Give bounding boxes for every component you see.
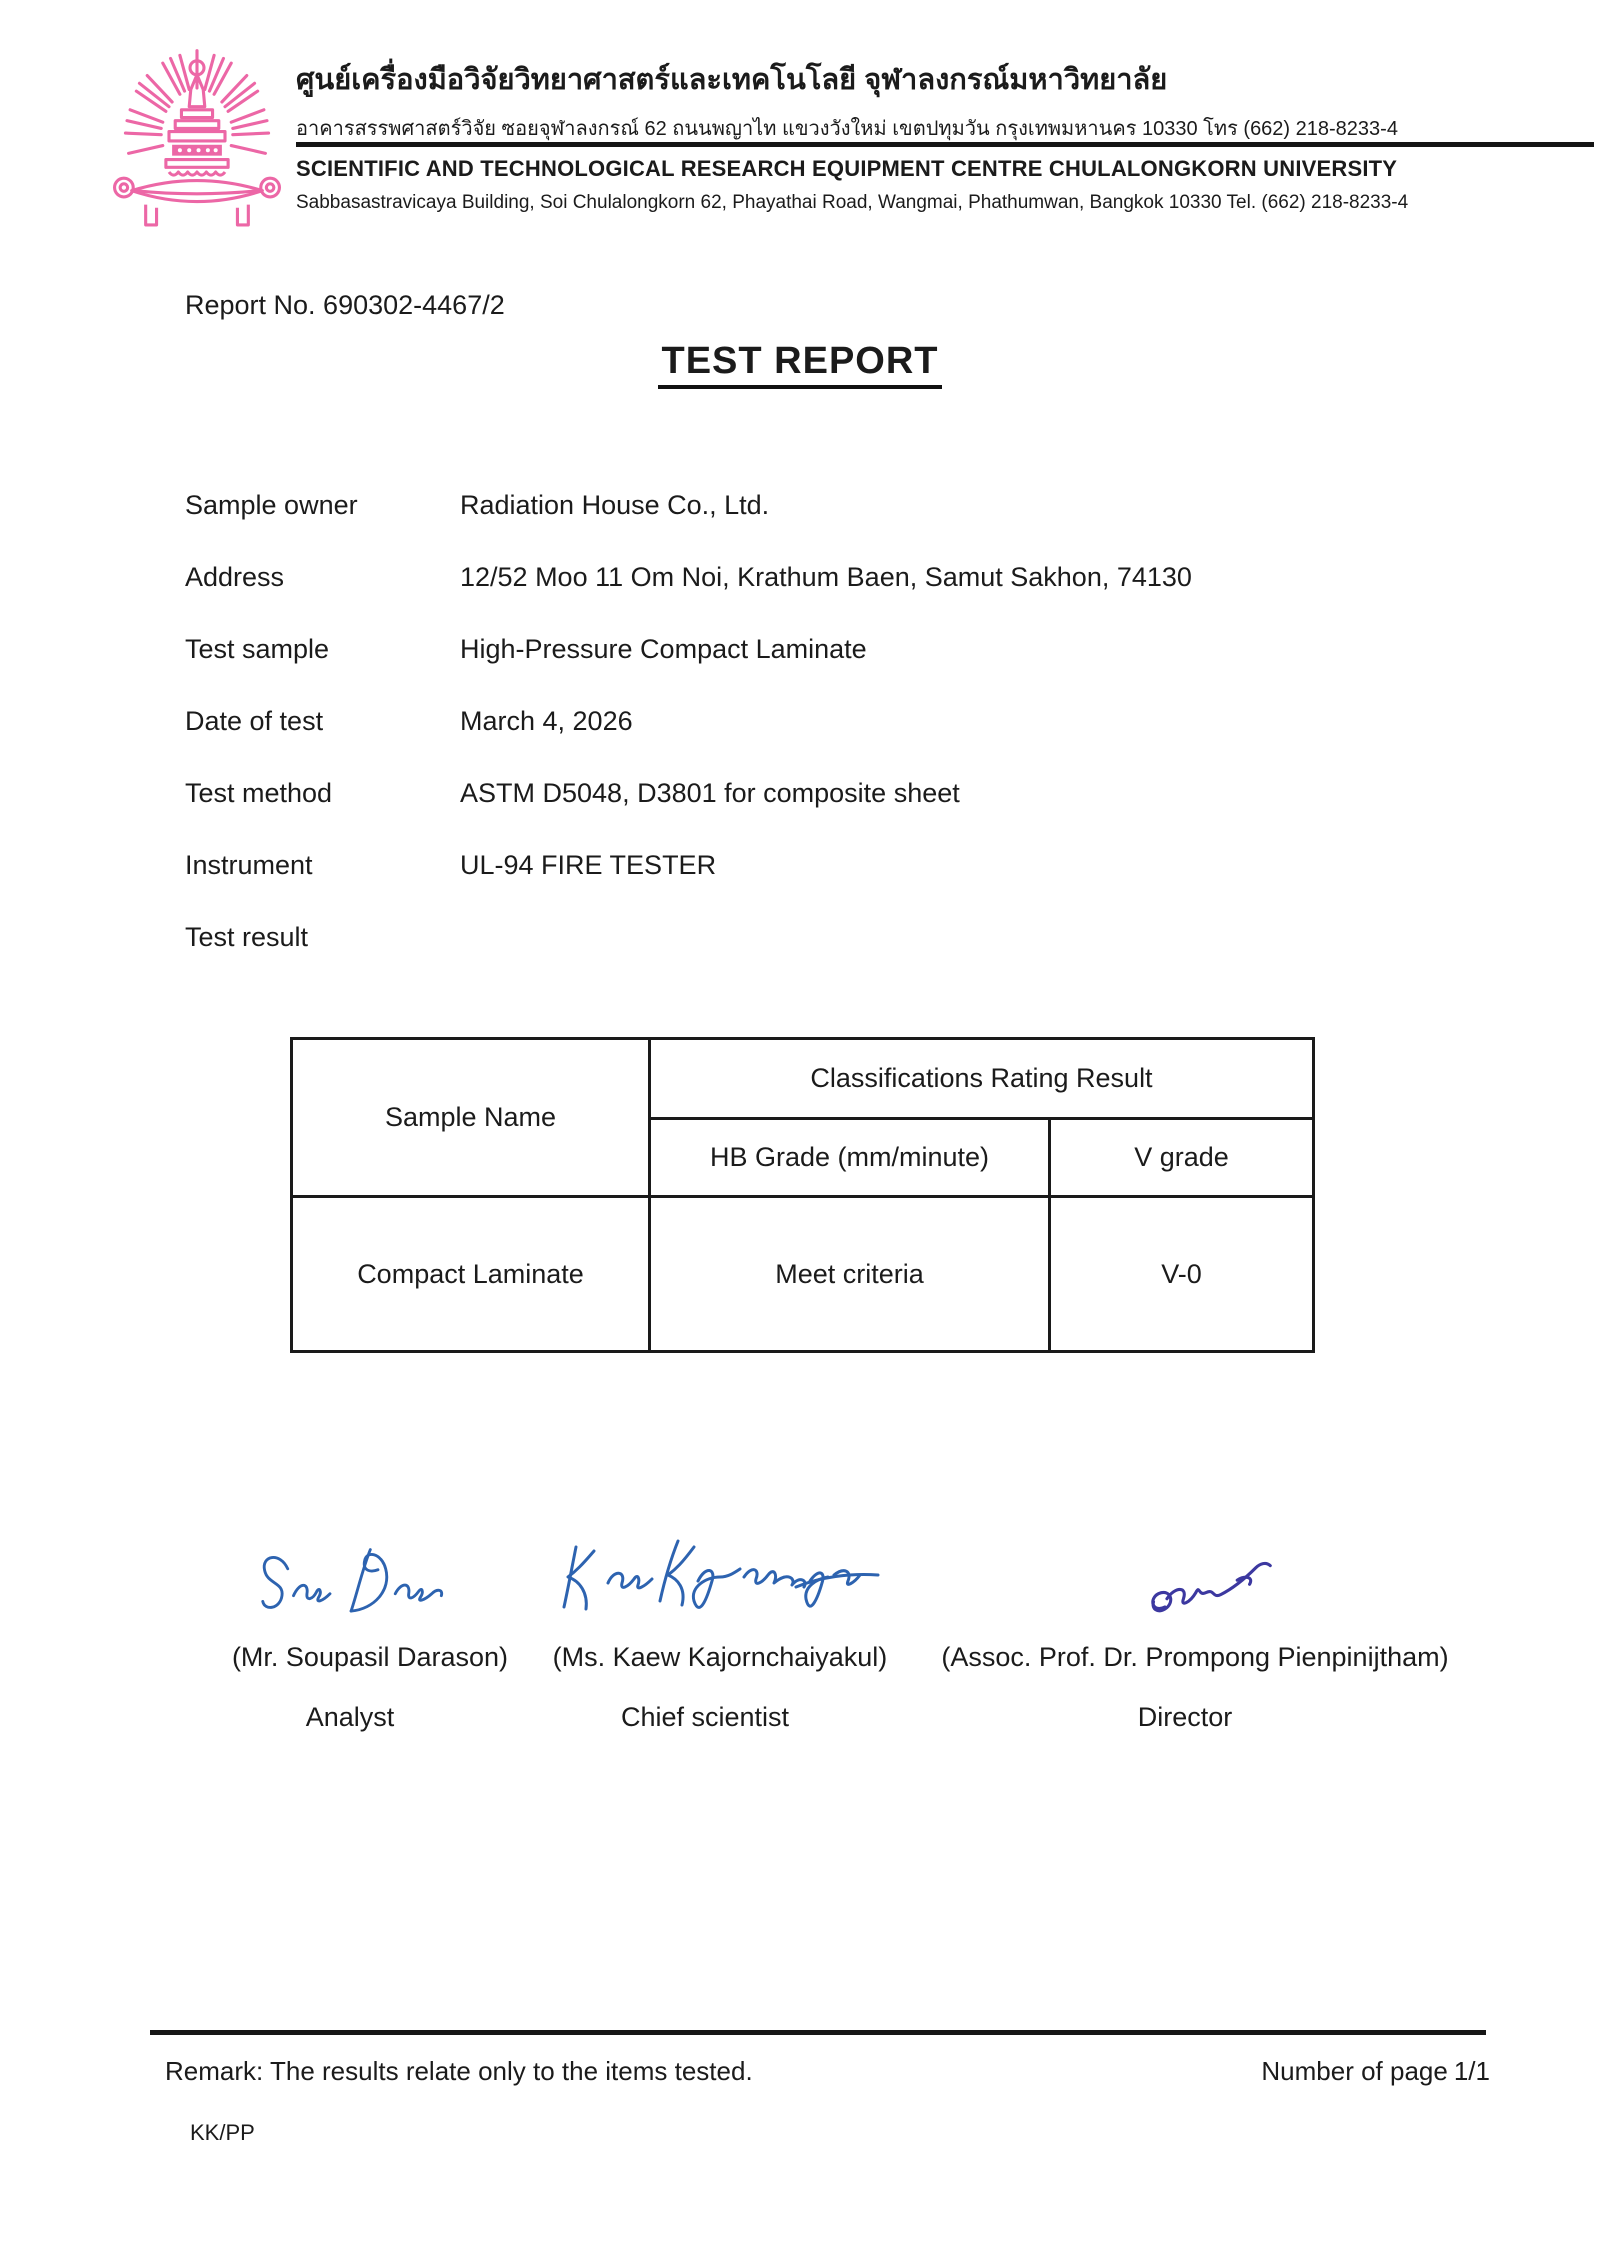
- university-logo: [103, 46, 291, 242]
- col-header-hb-grade: HB Grade (mm/minute): [650, 1119, 1050, 1197]
- detail-label: Test result: [185, 922, 309, 952]
- detail-label: Sample owner: [185, 490, 358, 520]
- document-title-row: [0, 340, 1600, 389]
- report-number: Report No. 690302-4467/2: [185, 290, 505, 320]
- cell-v-grade: V-0: [1050, 1197, 1314, 1352]
- detail-row-test-result: [185, 922, 460, 953]
- remark-text: Remark: The results relate only to the items tested.: [165, 2056, 753, 2086]
- detail-label: Test method: [185, 778, 333, 808]
- col-header-classification: Classifications Rating Result: [650, 1039, 1314, 1119]
- col-header-v-grade: V grade: [1050, 1119, 1314, 1197]
- document-title: TEST REPORT: [658, 340, 941, 389]
- signature-analyst: [248, 1540, 483, 1641]
- classification-result-table: [290, 1037, 1315, 1353]
- detail-row-sample-owner: [185, 490, 769, 521]
- signatory-name-chief-scientist: (Ms. Kaew Kajornchaiyakul): [552, 1642, 888, 1672]
- centre-address-english: Sabbasastravicaya Building, Soi Chulalongkorn 62, Phayathai Road, Wangmai, Phathumwan, Bangkok 10330 Tel. (662) 218-8233-4: [296, 192, 1409, 213]
- signature-chief-scientist: [548, 1525, 893, 1642]
- detail-value: March 4, 2026: [460, 706, 633, 736]
- detail-value: High-Pressure Compact Laminate: [460, 634, 867, 664]
- detail-row-date-of-test: [185, 706, 633, 737]
- signatory-title-director: Director: [1137, 1702, 1233, 1732]
- signatory-title-chief-scientist: Chief scientist: [620, 1702, 790, 1732]
- footer-divider: [150, 2030, 1486, 2035]
- signatory-name-director: (Assoc. Prof. Dr. Prompong Pienpinijtham): [941, 1642, 1449, 1672]
- page-number-label: Number of page: [1261, 2056, 1448, 2086]
- table-row: [292, 1197, 1314, 1352]
- page-number-value: 1/1: [1453, 2056, 1490, 2086]
- centre-address-thai: อาคารสรรพศาสตร์วิจัย ซอยจุฬาลงกรณ์ 62 ถนนพญาไท แขวงวังใหม่ เขตปทุมวัน กรุงเทพมหานคร 10330 โทร (662) 218-8233-4: [296, 118, 1398, 140]
- detail-label: Address: [185, 562, 285, 592]
- detail-row-address: [185, 562, 1192, 593]
- signatory-title-analyst: Analyst: [305, 1702, 395, 1732]
- detail-row-instrument: [185, 850, 716, 881]
- signatory-name-analyst: (Mr. Soupasil Darason): [231, 1642, 509, 1672]
- detail-label: Instrument: [185, 850, 313, 880]
- col-header-sample-name: Sample Name: [292, 1039, 650, 1197]
- detail-row-test-sample: [185, 634, 867, 665]
- detail-label: Test sample: [185, 634, 330, 664]
- document-initials: KK/PP: [190, 2120, 255, 2145]
- detail-row-test-method: [185, 778, 960, 809]
- detail-label: Date of test: [185, 706, 324, 736]
- header-divider: [296, 142, 1594, 147]
- centre-name-english: SCIENTIFIC AND TECHNOLOGICAL RESEARCH EQUIPMENT CENTRE CHULALONGKORN UNIVERSITY: [296, 156, 1398, 181]
- phra-kiao-icon: [103, 46, 291, 242]
- detail-value: UL-94 FIRE TESTER: [460, 850, 717, 880]
- detail-value: 12/52 Moo 11 Om Noi, Krathum Baen, Samut Sakhon, 74130: [460, 562, 1192, 592]
- cell-sample-name: Compact Laminate: [292, 1197, 650, 1352]
- detail-value: Radiation House Co., Ltd.: [460, 490, 770, 520]
- detail-value: ASTM D5048, D3801 for composite sheet: [460, 778, 960, 808]
- page-number: [1255, 2056, 1490, 2087]
- cell-hb-grade: Meet criteria: [650, 1197, 1050, 1352]
- signature-director: [1138, 1545, 1293, 1643]
- centre-name-thai: ศูนย์เครื่องมือวิจัยวิทยาศาสตร์และเทคโนโลยี จุฬาลงกรณ์มหาวิทยาลัย: [296, 64, 1168, 96]
